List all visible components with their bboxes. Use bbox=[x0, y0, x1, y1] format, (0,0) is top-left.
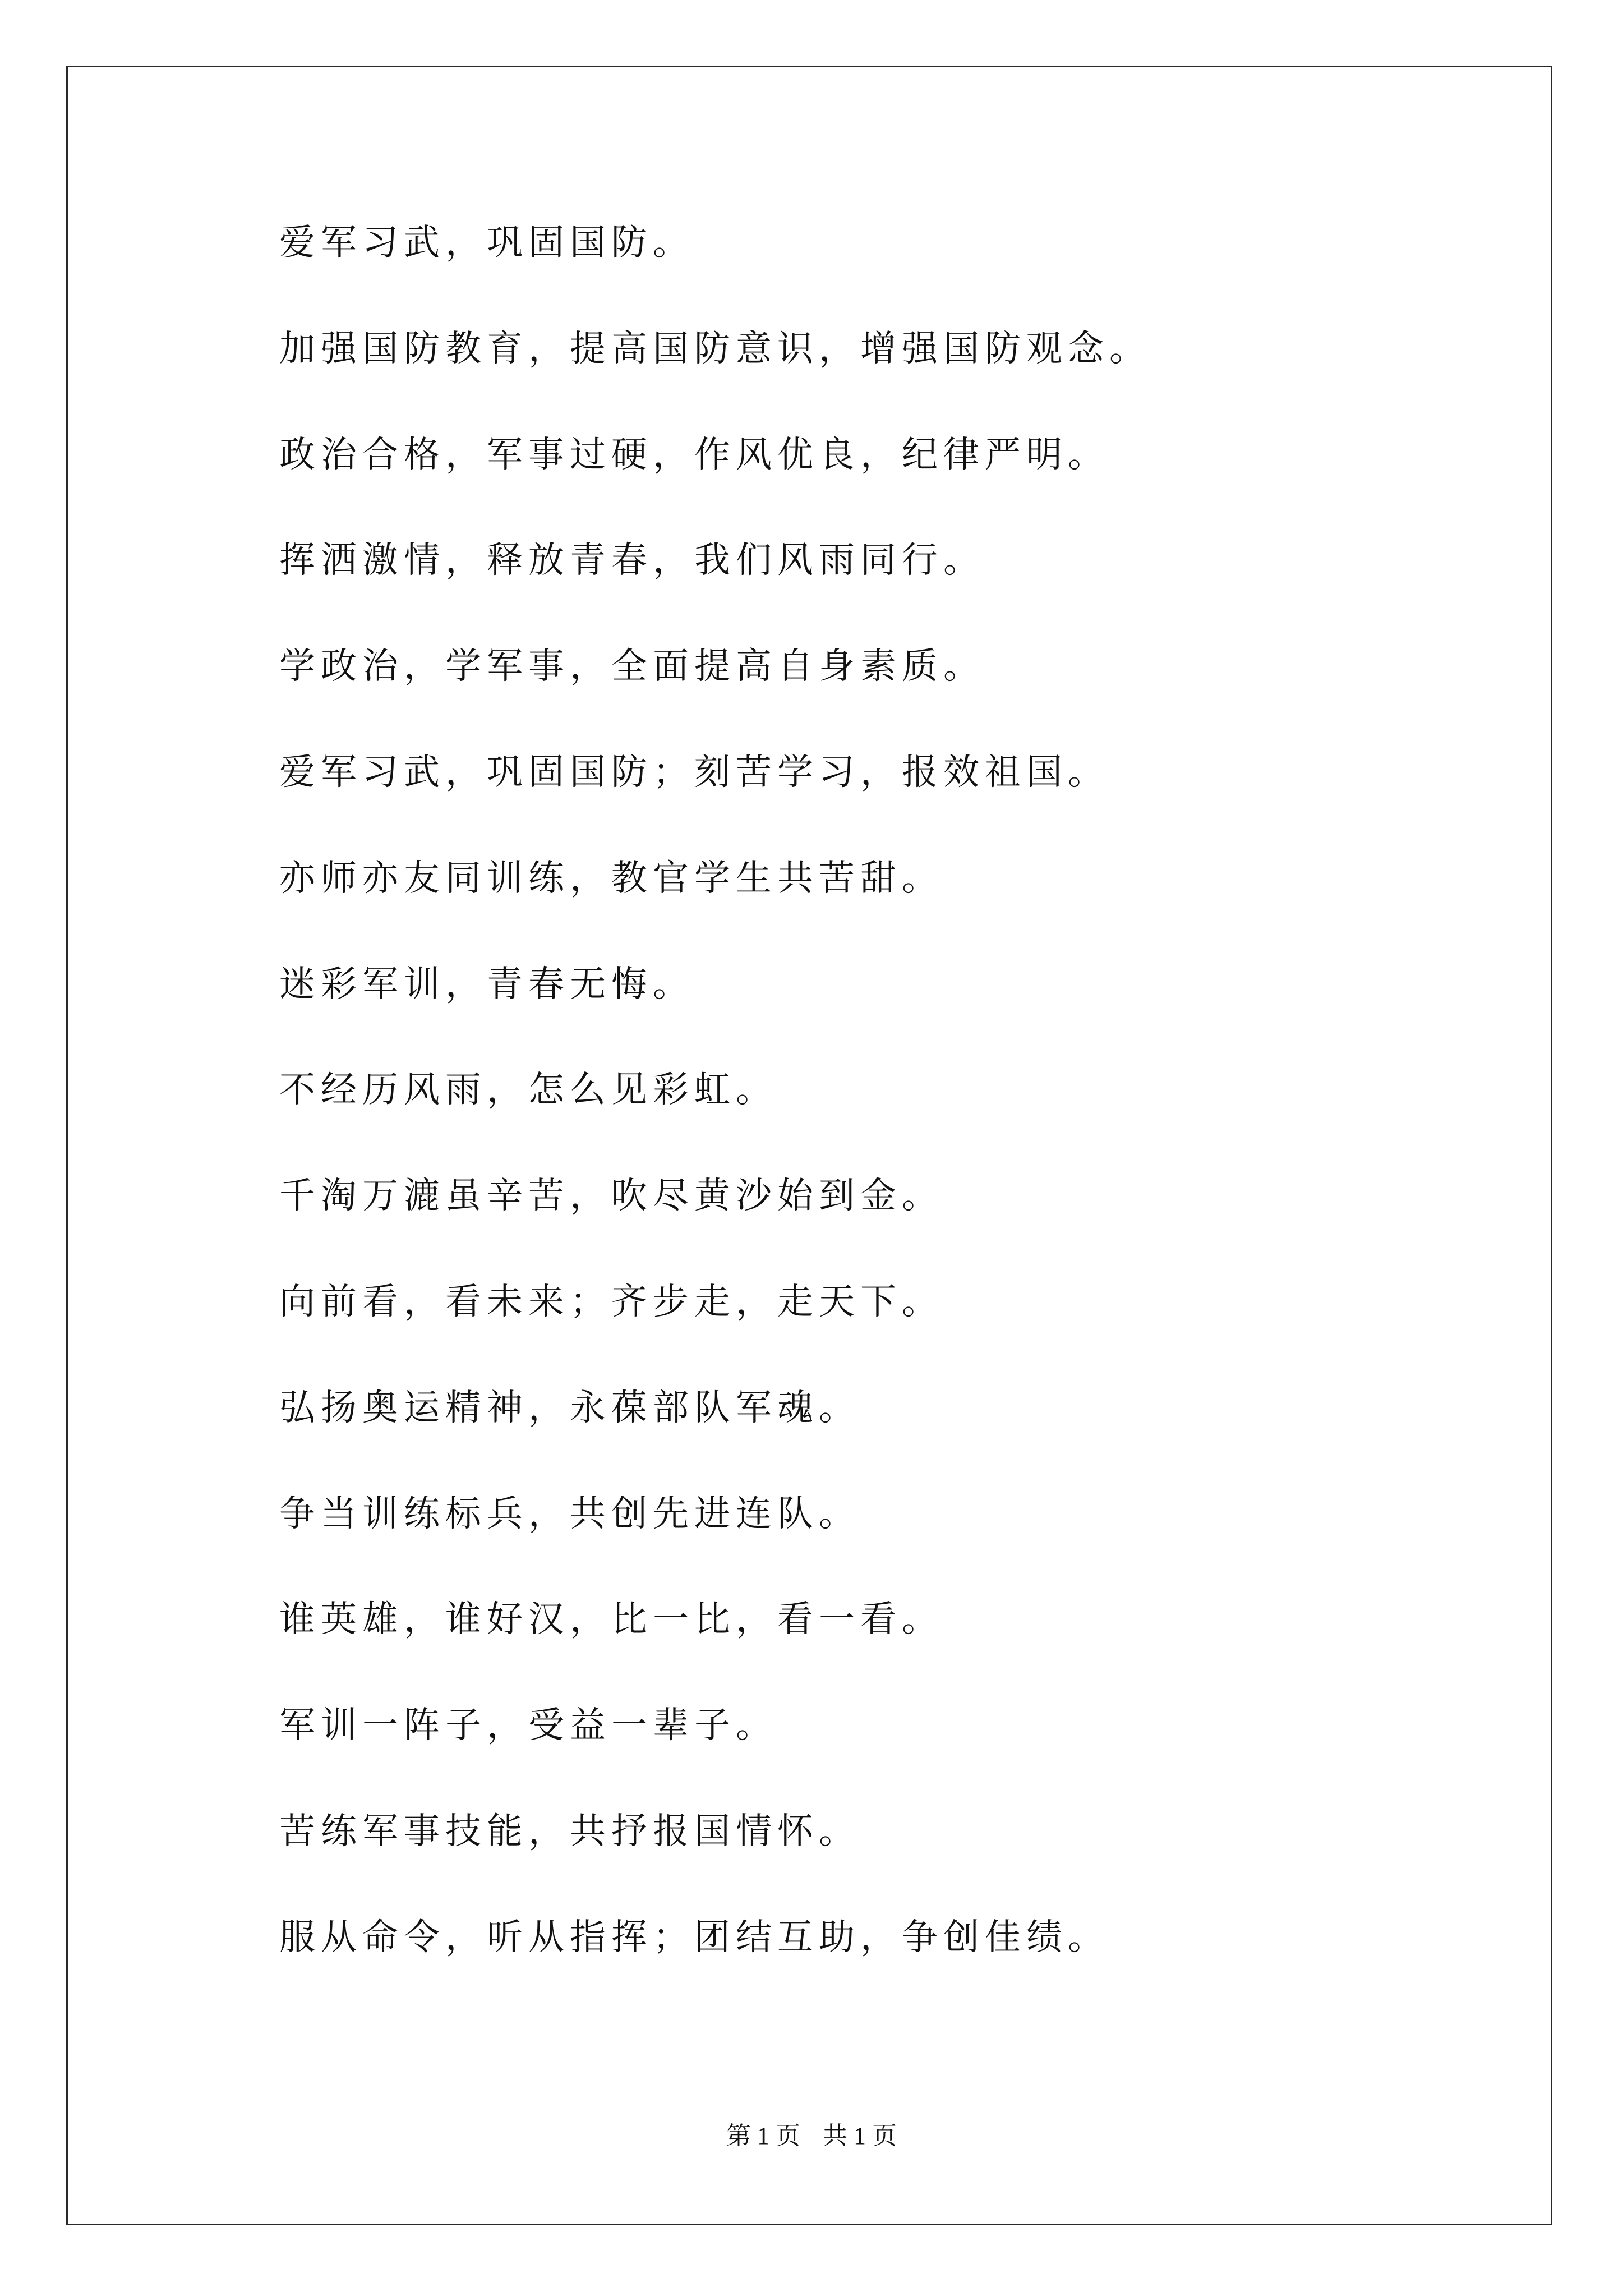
slogan-line: 政治合格，军事过硬，作风优良，纪律严明。 bbox=[279, 434, 1109, 476]
page-footer bbox=[0, 2122, 1623, 2150]
slogan-line: 苦练军事技能，共抒报国情怀。 bbox=[279, 1810, 860, 1852]
slogan-line: 挥洒激情，释放青春，我们风雨同行。 bbox=[279, 540, 985, 582]
slogan-line: 爱军习武，巩固国防；刻苦学习，报效祖国。 bbox=[279, 751, 1109, 793]
slogan-line: 向前看，看未来；齐步走，走天下。 bbox=[279, 1281, 943, 1323]
slogan-line: 弘扬奥运精神，永葆部队军魂。 bbox=[279, 1387, 860, 1429]
slogan-line: 迷彩军训，青春无悔。 bbox=[279, 963, 694, 1005]
page-number: 第 1 页 bbox=[726, 2122, 800, 2150]
slogan-line: 亦师亦友同训练，教官学生共苦甜。 bbox=[279, 857, 943, 899]
slogan-line: 加强国防教育，提高国防意识，增强国防观念。 bbox=[279, 328, 1151, 370]
slogan-line: 争当训练标兵，共创先进连队。 bbox=[279, 1493, 860, 1535]
slogan-line: 千淘万漉虽辛苦，吹尽黄沙始到金。 bbox=[279, 1175, 943, 1217]
slogan-list bbox=[279, 223, 1151, 2024]
page-total: 共 1 页 bbox=[823, 2122, 897, 2150]
slogan-line: 爱军习武，巩固国防。 bbox=[279, 222, 694, 264]
slogan-line: 军训一阵子，受益一辈子。 bbox=[279, 1705, 777, 1747]
slogan-line: 学政治，学军事，全面提高自身素质。 bbox=[279, 646, 985, 688]
slogan-line: 不经历风雨，怎么见彩虹。 bbox=[279, 1069, 777, 1111]
slogan-line: 谁英雄，谁好汉，比一比，看一看。 bbox=[279, 1599, 943, 1641]
slogan-line: 服从命令，听从指挥；团结互助，争创佳绩。 bbox=[279, 1916, 1109, 1958]
